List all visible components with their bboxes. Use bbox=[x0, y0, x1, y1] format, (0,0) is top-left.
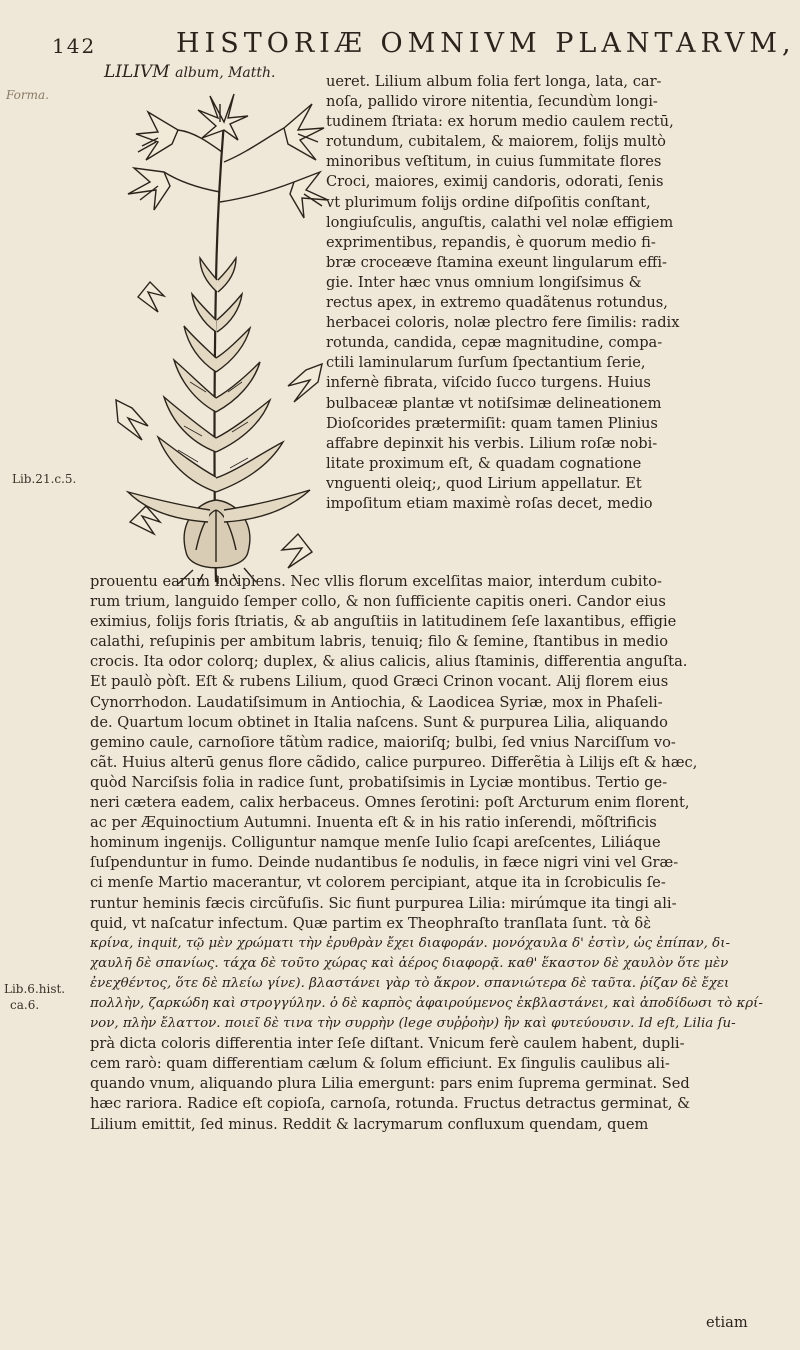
catchword: etiam bbox=[706, 1314, 748, 1331]
text-line: longiuſculis, anguſtis, calathi vel nolæ effigiem bbox=[326, 213, 674, 231]
page-number: 142 bbox=[52, 34, 97, 58]
text-line: quòd Narciſsis folia in radice ſunt, probatiſsimis in Lyciæ montibus. Tertio ge- bbox=[90, 773, 668, 791]
text-line: eximius, folijs foris ſtriatis, & ab anguſtiis in latitudinem ſeſe laxantibus, effigie bbox=[90, 613, 677, 631]
text-line: ueret. Lilium album folia fert longa, lata, car- bbox=[326, 73, 662, 90]
margin-note-ref2b: ca.6. bbox=[10, 998, 40, 1012]
text-line: herbacei coloris, nolæ plectro fere ſimilis: radix bbox=[326, 314, 680, 332]
lily-woodcut-illustration bbox=[98, 82, 330, 584]
text-line: prà dicta coloris differentia inter ſeſe diſtant. Vnicum ferè caulem habent, dupli- bbox=[90, 1035, 685, 1053]
text-line-greek: πολλὴν, ζαρκώδη καὶ στρογγύλην. ὁ δὲ καρπὸς ἀφαιρούμενος ἐκβλαστάνει, καὶ ἀποδίδωσι τὸ κρί- bbox=[90, 995, 763, 1011]
text-line: Dioſcorides prætermiſit: quam tamen Plinius bbox=[326, 414, 658, 432]
text-line: ctili laminularum ſurſum ſpectantium ſerie, bbox=[326, 354, 646, 372]
text-line: rotunda, candida, cepæ magnitudine, compa- bbox=[326, 334, 663, 352]
text-line: Croci, maiores, eximij candoris, odorati, ſenis bbox=[326, 173, 664, 191]
text-block-beside-figure bbox=[326, 72, 766, 514]
text-line: affabre depinxit his verbis. Lilium roſæ nobi- bbox=[326, 434, 658, 452]
text-line: Et paulò pòſt. Eſt & rubens Lilium, quod Græci Crinon vocant. Alij florem eius bbox=[90, 673, 669, 691]
text-line: tudinem ſtriata: ex horum medio caulem rectū, bbox=[326, 113, 674, 131]
page-header bbox=[0, 28, 800, 64]
text-line: calathi, reſupinis per ambitum labris, tenuiq; filo & ſemine, ſtantibus in medio bbox=[90, 633, 668, 651]
margin-note-ref2a: Lib.6.hist. bbox=[4, 982, 66, 996]
text-line: hæc rariora. Radice eſt copioſa, carnoſa, rotunda. Fructus detractus germinat, & bbox=[90, 1095, 691, 1113]
figure-caption bbox=[104, 62, 276, 82]
text-line: impoſitum etiam maximè roſas decet, medio bbox=[326, 494, 653, 512]
text-line: rectus apex, in extremo quadãtenus rotundus, bbox=[326, 294, 668, 312]
text-line: infernè fibrata, viſcido ſucco turgens. Huius bbox=[326, 374, 651, 392]
margin-note-forma: Forma. bbox=[6, 88, 49, 102]
text-line: cãt. Huius alterū genus flore cãdido, calice purpureo. Differẽtia à Lilijs eſt & hæc, bbox=[90, 753, 698, 771]
text-line: noſa, pallido virore nitentia, ſecundùm longi- bbox=[326, 93, 658, 111]
text-line: vnguenti oleiq;, quod Lirium appellatur. Et bbox=[326, 474, 642, 492]
text-line: hominum ingenijs. Colliguntur namque menſe Iulio ſcapi areſcentes, Liliáque bbox=[90, 834, 661, 852]
text-line-greek: ἐνεχθέντος, ὅτε δὲ πλείω γίνε). βλαστάνει γὰρ τὸ ἄκρον. σπανιώτερα δὲ ταῦτα. ῥίζαν δὲ ἔχει bbox=[90, 975, 730, 991]
text-line: ci menſe Martio macerantur, vt colorem percipiant, atque ita in ſcrobiculis ſe- bbox=[90, 874, 666, 892]
text-line: rum trium, languido ſemper collo, & non ſufficiente capitis oneri. Candor eius bbox=[90, 593, 666, 611]
text-line: exprimentibus, repandis, è quorum medio fi- bbox=[326, 233, 656, 251]
text-line: gie. Inter hæc vnus omnium longiſsimus & bbox=[326, 273, 642, 291]
text-block-full-width bbox=[90, 572, 776, 1135]
text-line: quando vnum, aliquando plura Lilia emergunt: pars enim ſuprema germinat. Sed bbox=[90, 1075, 690, 1093]
caption-species: album, Matth. bbox=[175, 65, 276, 81]
caption-plant-name: LILIVM bbox=[104, 62, 170, 82]
running-title: HISTORIÆ OMNIVM PLANTARVM, bbox=[176, 28, 796, 59]
text-line: ſuſpenduntur in fumo. Deinde nudantibus ſe nodulis, in fæce nigri vini vel Græ- bbox=[90, 854, 679, 872]
text-line: prouentu earum incipiens. Nec vllis florum excelſitas maior, interdum cubito- bbox=[90, 573, 662, 590]
text-line: quid, vt naſcatur infectum. Quæ partim ex Theophraſto tranſlata ſunt. τὰ δὲ bbox=[90, 914, 652, 932]
text-line: bræ croceæve ſtamina exeunt lingularum effi- bbox=[326, 253, 667, 271]
text-line-greek: χαυλῆ δὲ σπανίως. τάχα δὲ τοῦτο χώρας καὶ ἀέρος διαφορᾷ. καθ' ἕκαστον δὲ χαυλὸν ὅτε μὲν bbox=[90, 955, 729, 971]
text-line: ac per Æquinoctium Autumni. Inuenta eſt & in his ratio inſerendi, mõſtrificis bbox=[90, 814, 657, 832]
text-line: cem rarò: quam differentiam cælum & ſolum efficiunt. Ex ſingulis caulibus ali- bbox=[90, 1055, 670, 1073]
text-line: litate proximum eſt, & quadam cognatione bbox=[326, 454, 642, 472]
text-line: bulbaceæ plantæ vt notiſsimæ delineationem bbox=[326, 394, 662, 412]
text-line: gemino caule, carnoſiore tãtùm radice, maioriſq; bulbi, ſed vnius Narciſſum vo- bbox=[90, 733, 676, 751]
text-line: Cynorrhodon. Laudatiſsimum in Antiochia, & Laodicea Syriæ, mox in Phaſeli- bbox=[90, 693, 663, 711]
text-line-greek: κρίνα, inquit, τῷ μὲν χρώματι τὴν ἐρυθρὰν ἔχει διαφοράν. μονόχαυλα δ' ἐστὶν, ὡς ἐπίπαν, δι- bbox=[90, 935, 730, 951]
text-line: runtur heminis fæcis circũfuſis. Sic fiunt purpurea Lilia: mirúmque ita tingi ali- bbox=[90, 894, 677, 912]
margin-note-ref1: Lib.21.c.5. bbox=[12, 472, 77, 486]
text-line: de. Quartum locum obtinet in Italia naſcens. Sunt & purpurea Lilia, aliquando bbox=[90, 713, 668, 731]
text-line: rotundum, cubitalem, & maiorem, folijs multò bbox=[326, 133, 666, 151]
text-line: Lilium emittit, ſed minus. Reddit & lacrymarum confluxum quendam, quem bbox=[90, 1115, 649, 1133]
text-line: neri cætera eadem, calix herbaceus. Omnes ſerotini: poſt Arcturum enim florent, bbox=[90, 794, 690, 812]
text-line-greek: νον, πλὴν ἔλαττον. ποιεῖ δὲ τινα τὴν συρρὴν (lege συῤῥοὴν) ἣν καὶ φυτεύουσιν. Id eſt, Lilia ſu- bbox=[90, 1016, 736, 1032]
text-line: minoribus veſtitum, in cuius ſummitate flores bbox=[326, 153, 662, 171]
text-line: crocis. Ita odor colorq; duplex, & alius calicis, alius ſtaminis, differentia anguſta. bbox=[90, 653, 688, 671]
text-line: vt plurimum folijs ordine diſpoſitis conſtant, bbox=[326, 193, 651, 211]
